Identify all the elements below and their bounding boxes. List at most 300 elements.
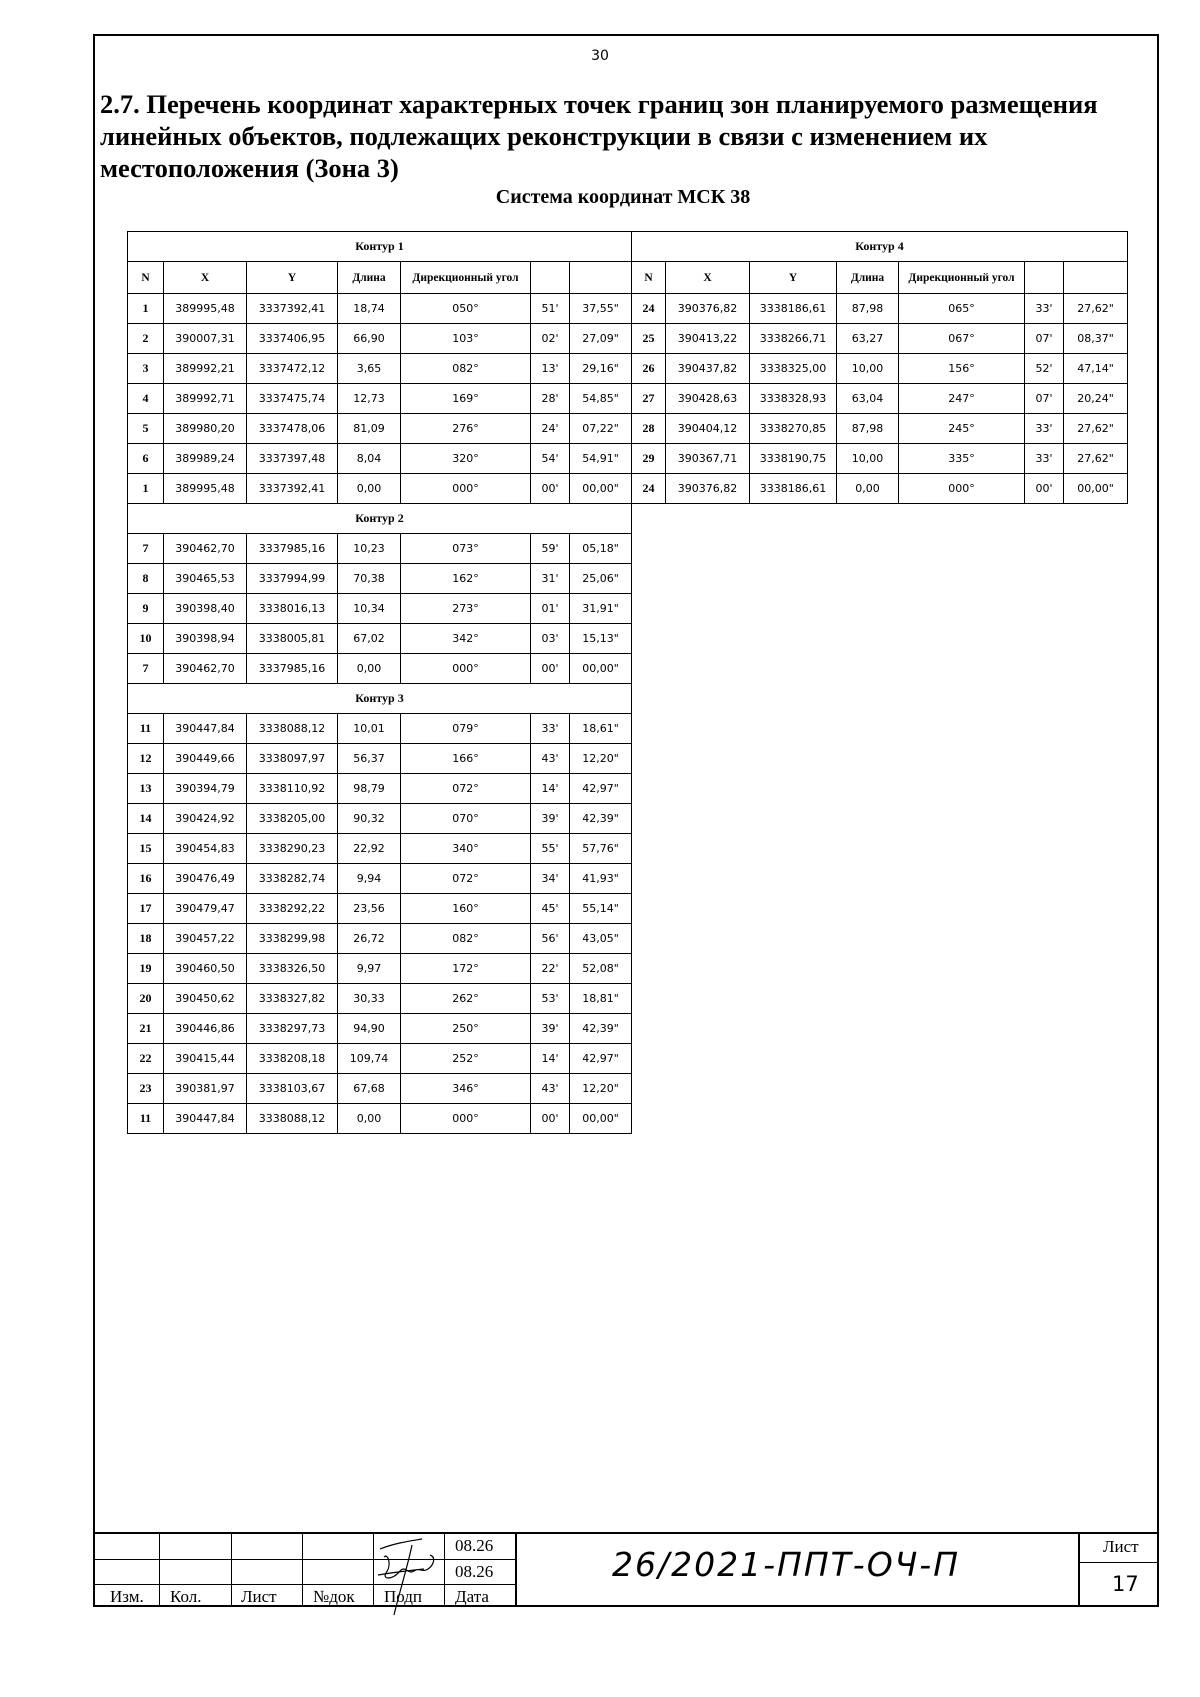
point-number: 17 (128, 894, 164, 924)
table-row (128, 414, 632, 444)
table-row (128, 924, 632, 954)
angle-degrees: 245° (899, 414, 1025, 444)
label-ndok: №док (313, 1587, 355, 1606)
angle-minutes: 33' (531, 714, 570, 744)
angle-minutes: 00' (531, 1104, 570, 1134)
header-minutes (1025, 262, 1064, 294)
header-n: N (128, 262, 164, 294)
angle-degrees: 000° (401, 654, 531, 684)
angle-degrees: 250° (401, 1014, 531, 1044)
x-coordinate: 390437,82 (666, 354, 750, 384)
table-row (128, 894, 632, 924)
angle-seconds: 54,91" (570, 444, 632, 474)
coordinates-table-right (631, 231, 1128, 504)
label-kol: Кол. (170, 1587, 202, 1606)
table-row (128, 354, 632, 384)
table-row (128, 474, 632, 504)
y-coordinate: 3338205,00 (247, 804, 338, 834)
length: 10,01 (338, 714, 401, 744)
point-number: 22 (128, 1044, 164, 1074)
angle-minutes: 52' (1025, 354, 1064, 384)
angle-seconds: 27,62" (1064, 414, 1128, 444)
y-coordinate: 3337985,16 (247, 654, 338, 684)
length: 26,72 (338, 924, 401, 954)
point-number: 29 (632, 444, 666, 474)
angle-seconds: 42,97" (570, 1044, 632, 1074)
x-coordinate: 390428,63 (666, 384, 750, 414)
x-coordinate: 389992,21 (164, 354, 247, 384)
header-length: Длина (837, 262, 899, 294)
point-number: 5 (128, 414, 164, 444)
header-length: Длина (338, 262, 401, 294)
point-number: 18 (128, 924, 164, 954)
angle-seconds: 12,20" (570, 744, 632, 774)
angle-degrees: 335° (899, 444, 1025, 474)
x-coordinate: 390479,47 (164, 894, 247, 924)
angle-minutes: 07' (1025, 384, 1064, 414)
length: 10,23 (338, 534, 401, 564)
point-number: 1 (128, 294, 164, 324)
contour-title-row (128, 504, 632, 534)
angle-degrees: 050° (401, 294, 531, 324)
point-number: 24 (632, 474, 666, 504)
header-angle: Дирекционный угол (899, 262, 1025, 294)
angle-degrees: 252° (401, 1044, 531, 1074)
x-coordinate: 389995,48 (164, 294, 247, 324)
y-coordinate: 3338326,50 (247, 954, 338, 984)
x-coordinate: 390446,86 (164, 1014, 247, 1044)
angle-minutes: 59' (531, 534, 570, 564)
y-coordinate: 3338282,74 (247, 864, 338, 894)
header-minutes (531, 262, 570, 294)
point-number: 21 (128, 1014, 164, 1044)
angle-minutes: 14' (531, 1044, 570, 1074)
table-row (128, 1074, 632, 1104)
angle-seconds: 57,76" (570, 834, 632, 864)
angle-degrees: 082° (401, 924, 531, 954)
contour-1-title: Контур 1 (128, 232, 632, 262)
angle-seconds: 08,37" (1064, 324, 1128, 354)
x-coordinate: 390424,92 (164, 804, 247, 834)
table-row (128, 1104, 632, 1134)
y-coordinate: 3337397,48 (247, 444, 338, 474)
y-coordinate: 3338186,61 (750, 294, 837, 324)
document-code: 26/2021-ППТ-ОЧ-П (612, 1545, 961, 1584)
angle-minutes: 00' (1025, 474, 1064, 504)
angle-minutes: 55' (531, 834, 570, 864)
table-row (128, 594, 632, 624)
y-coordinate: 3338297,73 (247, 1014, 338, 1044)
y-coordinate: 3337392,41 (247, 474, 338, 504)
y-coordinate: 3337392,41 (247, 294, 338, 324)
point-number: 7 (128, 654, 164, 684)
length: 0,00 (338, 474, 401, 504)
angle-seconds: 55,14" (570, 894, 632, 924)
angle-degrees: 072° (401, 774, 531, 804)
length: 81,09 (338, 414, 401, 444)
length: 23,56 (338, 894, 401, 924)
contour-title-row (128, 232, 632, 262)
table-row (128, 834, 632, 864)
y-coordinate: 3338327,82 (247, 984, 338, 1014)
angle-degrees: 276° (401, 414, 531, 444)
label-list: Лист (241, 1587, 277, 1606)
point-number: 7 (128, 534, 164, 564)
label-data: Дата (455, 1587, 489, 1606)
table-row (128, 954, 632, 984)
angle-seconds: 20,24" (1064, 384, 1128, 414)
y-coordinate: 3338299,98 (247, 924, 338, 954)
table-row (128, 294, 632, 324)
column-header-row (632, 262, 1128, 294)
length: 70,38 (338, 564, 401, 594)
length: 10,34 (338, 594, 401, 624)
point-number: 11 (128, 714, 164, 744)
angle-minutes: 02' (531, 324, 570, 354)
point-number: 23 (128, 1074, 164, 1104)
sheet-label: Лист (1103, 1537, 1139, 1556)
angle-degrees: 169° (401, 384, 531, 414)
angle-degrees: 273° (401, 594, 531, 624)
y-coordinate: 3338328,93 (750, 384, 837, 414)
angle-seconds: 00,00" (1064, 474, 1128, 504)
contour-3-title: Контур 3 (128, 684, 632, 714)
length: 94,90 (338, 1014, 401, 1044)
contour-1-rows (128, 294, 632, 504)
point-number: 25 (632, 324, 666, 354)
angle-seconds: 00,00" (570, 474, 632, 504)
angle-seconds: 12,20" (570, 1074, 632, 1104)
x-coordinate: 389995,48 (164, 474, 247, 504)
length: 0,00 (338, 654, 401, 684)
angle-seconds: 29,16" (570, 354, 632, 384)
y-coordinate: 3338266,71 (750, 324, 837, 354)
angle-minutes: 33' (1025, 444, 1064, 474)
point-number: 1 (128, 474, 164, 504)
x-coordinate: 390447,84 (164, 1104, 247, 1134)
angle-degrees: 162° (401, 564, 531, 594)
angle-seconds: 00,00" (570, 1104, 632, 1134)
angle-seconds: 43,05" (570, 924, 632, 954)
length: 22,92 (338, 834, 401, 864)
angle-seconds: 42,39" (570, 1014, 632, 1044)
angle-degrees: 067° (899, 324, 1025, 354)
header-x: X (666, 262, 750, 294)
table-row (632, 414, 1128, 444)
length: 12,73 (338, 384, 401, 414)
date-2: 08.26 (455, 1562, 494, 1581)
length: 30,33 (338, 984, 401, 1014)
table-row (128, 534, 632, 564)
length: 63,04 (837, 384, 899, 414)
angle-degrees: 342° (401, 624, 531, 654)
point-number: 16 (128, 864, 164, 894)
angle-degrees: 073° (401, 534, 531, 564)
angle-degrees: 346° (401, 1074, 531, 1104)
contour-4-rows (632, 294, 1128, 504)
point-number: 9 (128, 594, 164, 624)
length: 18,74 (338, 294, 401, 324)
angle-seconds: 54,85" (570, 384, 632, 414)
point-number: 20 (128, 984, 164, 1014)
angle-degrees: 103° (401, 324, 531, 354)
angle-minutes: 28' (531, 384, 570, 414)
table-row (128, 444, 632, 474)
contour-2-rows (128, 534, 632, 684)
x-coordinate: 389989,24 (164, 444, 247, 474)
x-coordinate: 390398,40 (164, 594, 247, 624)
y-coordinate: 3338110,92 (247, 774, 338, 804)
angle-seconds: 27,09" (570, 324, 632, 354)
date-1: 08.26 (455, 1536, 494, 1555)
angle-minutes: 51' (531, 294, 570, 324)
angle-minutes: 31' (531, 564, 570, 594)
table-row (632, 294, 1128, 324)
page-number: 30 (591, 48, 609, 64)
angle-degrees: 000° (401, 474, 531, 504)
angle-seconds: 27,62" (1064, 444, 1128, 474)
y-coordinate: 3337994,99 (247, 564, 338, 594)
angle-degrees: 079° (401, 714, 531, 744)
angle-minutes: 13' (531, 354, 570, 384)
y-coordinate: 3338088,12 (247, 714, 338, 744)
length: 0,00 (837, 474, 899, 504)
table-row (128, 1044, 632, 1074)
contour-title-row (632, 232, 1128, 262)
angle-seconds: 31,91" (570, 594, 632, 624)
length: 56,37 (338, 744, 401, 774)
length: 63,27 (837, 324, 899, 354)
angle-degrees: 172° (401, 954, 531, 984)
table-row (632, 324, 1128, 354)
header-x: X (164, 262, 247, 294)
x-coordinate: 390449,66 (164, 744, 247, 774)
y-coordinate: 3337472,12 (247, 354, 338, 384)
angle-degrees: 072° (401, 864, 531, 894)
point-number: 14 (128, 804, 164, 834)
length: 87,98 (837, 414, 899, 444)
angle-minutes: 33' (1025, 294, 1064, 324)
point-number: 2 (128, 324, 164, 354)
angle-degrees: 160° (401, 894, 531, 924)
table-row (128, 804, 632, 834)
angle-seconds: 52,08" (570, 954, 632, 984)
y-coordinate: 3338325,00 (750, 354, 837, 384)
contour-3-rows (128, 714, 632, 1134)
angle-minutes: 54' (531, 444, 570, 474)
y-coordinate: 3338103,67 (247, 1074, 338, 1104)
table-row (632, 444, 1128, 474)
angle-seconds: 05,18" (570, 534, 632, 564)
angle-minutes: 43' (531, 1074, 570, 1104)
table-row (632, 384, 1128, 414)
header-n: N (632, 262, 666, 294)
x-coordinate: 390367,71 (666, 444, 750, 474)
point-number: 3 (128, 354, 164, 384)
contour-2-title: Контур 2 (128, 504, 632, 534)
length: 9,94 (338, 864, 401, 894)
table-row (128, 624, 632, 654)
angle-minutes: 24' (531, 414, 570, 444)
angle-degrees: 247° (899, 384, 1025, 414)
angle-degrees: 166° (401, 744, 531, 774)
sheet-number: 17 (1112, 1572, 1139, 1596)
angle-seconds: 07,22" (570, 414, 632, 444)
y-coordinate: 3338292,22 (247, 894, 338, 924)
angle-degrees: 082° (401, 354, 531, 384)
angle-minutes: 00' (531, 654, 570, 684)
angle-minutes: 03' (531, 624, 570, 654)
table-row (128, 774, 632, 804)
point-number: 24 (632, 294, 666, 324)
angle-minutes: 01' (531, 594, 570, 624)
y-coordinate: 3338270,85 (750, 414, 837, 444)
point-number: 10 (128, 624, 164, 654)
y-coordinate: 3338208,18 (247, 1044, 338, 1074)
angle-degrees: 000° (899, 474, 1025, 504)
angle-seconds: 15,13" (570, 624, 632, 654)
angle-minutes: 22' (531, 954, 570, 984)
length: 67,02 (338, 624, 401, 654)
angle-degrees: 065° (899, 294, 1025, 324)
y-coordinate: 3338190,75 (750, 444, 837, 474)
header-angle: Дирекционный угол (401, 262, 531, 294)
x-coordinate: 390450,62 (164, 984, 247, 1014)
table-row (632, 354, 1128, 384)
label-podp: Подп (384, 1587, 423, 1606)
table-row (128, 864, 632, 894)
angle-seconds: 41,93" (570, 864, 632, 894)
contour-4-title: Контур 4 (632, 232, 1128, 262)
angle-minutes: 39' (531, 804, 570, 834)
y-coordinate: 3338290,23 (247, 834, 338, 864)
angle-seconds: 25,06" (570, 564, 632, 594)
header-seconds (1064, 262, 1128, 294)
x-coordinate: 390462,70 (164, 534, 247, 564)
y-coordinate: 3338016,13 (247, 594, 338, 624)
coordinates-table-left (127, 231, 632, 1134)
length: 3,65 (338, 354, 401, 384)
angle-seconds: 42,97" (570, 774, 632, 804)
length: 0,00 (338, 1104, 401, 1134)
table-row (128, 384, 632, 414)
angle-degrees: 262° (401, 984, 531, 1014)
length: 9,97 (338, 954, 401, 984)
length: 98,79 (338, 774, 401, 804)
angle-minutes: 53' (531, 984, 570, 1014)
section-heading: 2.7. Перечень координат характерных точек границ зон планируемого размещения линейных объектов, подлежащих реконструкции в связи с изменением их местоположения (Зона 3) (100, 89, 1098, 183)
y-coordinate: 3337475,74 (247, 384, 338, 414)
length: 87,98 (837, 294, 899, 324)
point-number: 11 (128, 1104, 164, 1134)
x-coordinate: 389980,20 (164, 414, 247, 444)
point-number: 12 (128, 744, 164, 774)
angle-degrees: 000° (401, 1104, 531, 1134)
angle-seconds: 00,00" (570, 654, 632, 684)
angle-seconds: 18,61" (570, 714, 632, 744)
x-coordinate: 390454,83 (164, 834, 247, 864)
x-coordinate: 390460,50 (164, 954, 247, 984)
angle-seconds: 37,55" (570, 294, 632, 324)
angle-minutes: 00' (531, 474, 570, 504)
x-coordinate: 390413,22 (666, 324, 750, 354)
angle-seconds: 27,62" (1064, 294, 1128, 324)
x-coordinate: 390398,94 (164, 624, 247, 654)
header-y: Y (247, 262, 338, 294)
y-coordinate: 3338088,12 (247, 1104, 338, 1134)
angle-minutes: 45' (531, 894, 570, 924)
length: 90,32 (338, 804, 401, 834)
angle-minutes: 56' (531, 924, 570, 954)
table-row (128, 564, 632, 594)
signature-image (370, 1535, 450, 1620)
point-number: 19 (128, 954, 164, 984)
x-coordinate: 390376,82 (666, 294, 750, 324)
point-number: 6 (128, 444, 164, 474)
point-number: 4 (128, 384, 164, 414)
table-row (632, 474, 1128, 504)
x-coordinate: 390007,31 (164, 324, 247, 354)
table-row (128, 744, 632, 774)
y-coordinate: 3338005,81 (247, 624, 338, 654)
point-number: 28 (632, 414, 666, 444)
angle-degrees: 070° (401, 804, 531, 834)
y-coordinate: 3337985,16 (247, 534, 338, 564)
table-row (128, 324, 632, 354)
y-coordinate: 3337406,95 (247, 324, 338, 354)
angle-seconds: 42,39" (570, 804, 632, 834)
point-number: 8 (128, 564, 164, 594)
column-header-row (128, 262, 632, 294)
table-row (128, 984, 632, 1014)
label-izm: Изм. (110, 1587, 144, 1606)
x-coordinate: 390376,82 (666, 474, 750, 504)
point-number: 13 (128, 774, 164, 804)
angle-minutes: 43' (531, 744, 570, 774)
y-coordinate: 3338186,61 (750, 474, 837, 504)
angle-minutes: 33' (1025, 414, 1064, 444)
table-row (128, 654, 632, 684)
angle-minutes: 14' (531, 774, 570, 804)
length: 66,90 (338, 324, 401, 354)
x-coordinate: 390476,49 (164, 864, 247, 894)
x-coordinate: 390462,70 (164, 654, 247, 684)
length: 10,00 (837, 444, 899, 474)
angle-minutes: 07' (1025, 324, 1064, 354)
point-number: 27 (632, 384, 666, 414)
y-coordinate: 3337478,06 (247, 414, 338, 444)
length: 67,68 (338, 1074, 401, 1104)
angle-degrees: 340° (401, 834, 531, 864)
point-number: 26 (632, 354, 666, 384)
x-coordinate: 390415,44 (164, 1044, 247, 1074)
x-coordinate: 390381,97 (164, 1074, 247, 1104)
length: 10,00 (837, 354, 899, 384)
angle-minutes: 34' (531, 864, 570, 894)
x-coordinate: 390394,79 (164, 774, 247, 804)
y-coordinate: 3338097,97 (247, 744, 338, 774)
table-row (128, 1014, 632, 1044)
coordinate-system-label: Система координат МСК 38 (495, 186, 751, 208)
x-coordinate: 390447,84 (164, 714, 247, 744)
x-coordinate: 390457,22 (164, 924, 247, 954)
table-row (128, 714, 632, 744)
x-coordinate: 390404,12 (666, 414, 750, 444)
x-coordinate: 389992,71 (164, 384, 247, 414)
angle-degrees: 320° (401, 444, 531, 474)
length: 8,04 (338, 444, 401, 474)
angle-minutes: 39' (531, 1014, 570, 1044)
